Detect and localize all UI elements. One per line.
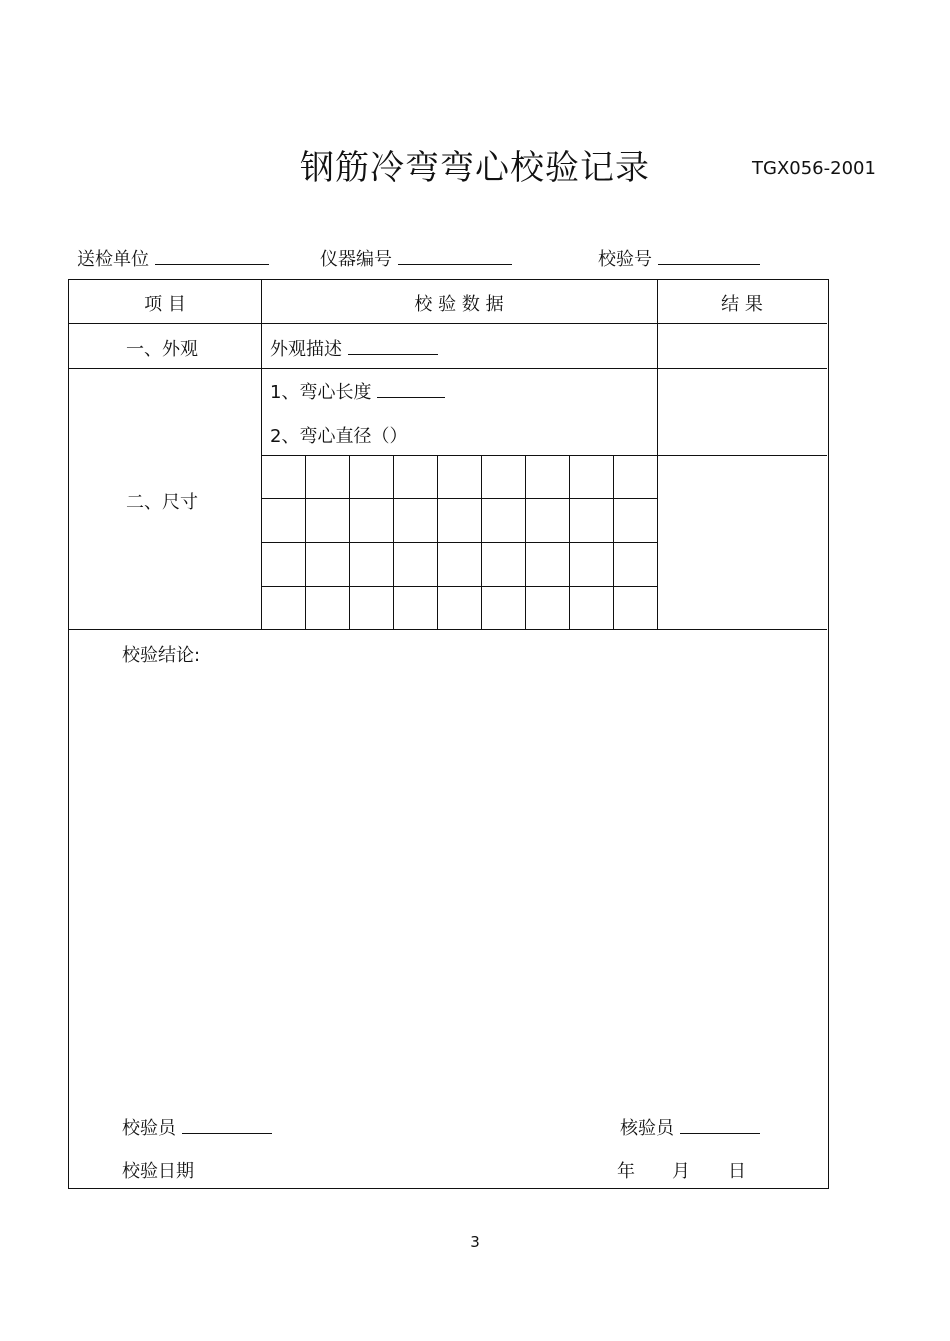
grid-col-6 [525, 455, 526, 630]
verifier-blank[interactable] [680, 1115, 760, 1134]
record-table [68, 279, 829, 1189]
appearance-item: 一、外观 [126, 339, 198, 360]
grid-col-2 [349, 455, 350, 630]
grid-line-1 [261, 498, 657, 499]
item-column-divider [261, 280, 262, 630]
instrument-field [320, 245, 512, 271]
header-item: 项 目 [144, 294, 186, 315]
dimension-text-divider [261, 455, 827, 456]
check-no-field [598, 245, 760, 271]
conclusion-divider [69, 629, 827, 630]
bend-length-label: 1、弯心长度 [270, 382, 372, 403]
instrument-blank[interactable] [398, 246, 512, 265]
grid-line-3 [261, 586, 657, 587]
check-no-label: 校验号 [598, 249, 652, 270]
appearance-desc-blank[interactable] [348, 336, 438, 355]
bend-length [270, 378, 445, 404]
grid-col-1 [305, 455, 306, 630]
checker-blank[interactable] [182, 1115, 272, 1134]
date-year: 年 [617, 1161, 635, 1182]
bend-diameter-label: 2、弯心直径（） [270, 426, 408, 447]
checker-field [122, 1114, 272, 1140]
grid-col-3 [393, 455, 394, 630]
unit-label: 送检单位 [77, 249, 149, 270]
verifier-field [620, 1114, 760, 1140]
grid-col-8 [613, 455, 614, 630]
conclusion-label: 校验结论: [122, 645, 201, 666]
grid-col-5 [481, 455, 482, 630]
appearance-desc [270, 335, 438, 361]
date-day: 日 [728, 1161, 746, 1182]
date-label: 校验日期 [122, 1161, 194, 1182]
grid-col-4 [437, 455, 438, 630]
check-no-blank[interactable] [658, 246, 760, 265]
grid-line-2 [261, 542, 657, 543]
page-number: 3 [470, 1233, 480, 1251]
unit-blank[interactable] [155, 246, 269, 265]
page-title: 钢筋冷弯弯心校验记录 [300, 148, 650, 188]
result-column-divider [657, 280, 658, 630]
form-code: TGX056-2001 [752, 158, 876, 179]
header-data: 校 验 数 据 [414, 294, 504, 315]
dimension-item: 二、尺寸 [126, 492, 198, 513]
bend-length-blank[interactable] [377, 379, 445, 398]
grid-col-7 [569, 455, 570, 630]
header-result: 结 果 [721, 294, 763, 315]
verifier-label: 核验员 [620, 1118, 674, 1139]
unit-field [77, 245, 269, 271]
instrument-label: 仪器编号 [320, 249, 392, 270]
checker-label: 校验员 [122, 1118, 176, 1139]
date-month: 月 [672, 1161, 690, 1182]
appearance-divider [69, 368, 827, 369]
appearance-desc-label: 外观描述 [270, 339, 342, 360]
header-divider [69, 323, 827, 324]
